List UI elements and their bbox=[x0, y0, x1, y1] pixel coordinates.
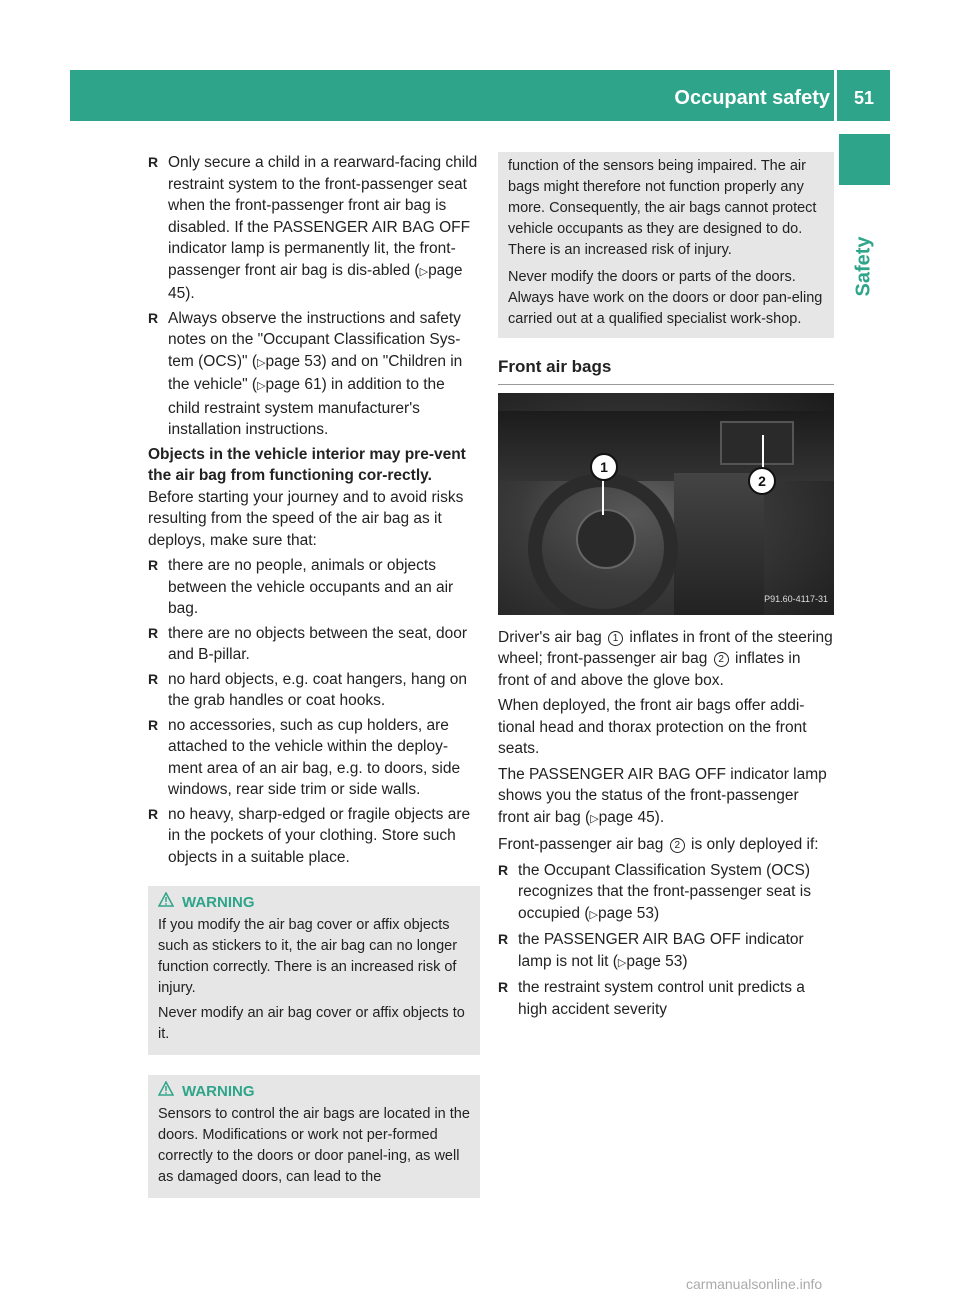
callout-1: 1 bbox=[590, 453, 618, 481]
callout-ref-2: 2 bbox=[670, 838, 685, 853]
body-paragraph: When deployed, the front air bags offer addi-tional head and thorax protection on the front seats. bbox=[498, 697, 807, 757]
page-link[interactable]: page 53) bbox=[626, 952, 688, 970]
body-paragraph: The PASSENGER AIR BAG OFF indicator lamp shows you the status of the front-passenger front air bag (▷page 45). bbox=[498, 765, 827, 826]
warning-text: Never modify an air bag cover or affix objects to it. bbox=[158, 1005, 465, 1042]
list-item: R there are no people, animals or objects between the vehicle occupants and an air bag. bbox=[148, 557, 454, 617]
page-link[interactable]: page 61) in addition to the child restraint system manufacturer's installation instructions. bbox=[168, 376, 445, 438]
warning-text: Never modify the doors or parts of the doors. Always have work on the doors or door pan-eling carried out at a qualified specialist work-shop. bbox=[508, 269, 823, 327]
bullet-icon: R bbox=[148, 805, 159, 822]
warning-triangle-icon bbox=[158, 1081, 174, 1102]
header-divider bbox=[834, 70, 837, 121]
dashboard-photo bbox=[498, 393, 834, 615]
warning-text: Sensors to control the air bags are located in the doors. Modifications or work not per-formed correctly to the doors or door panel-ing, as well as damaged doors, can lead to the bbox=[158, 1106, 470, 1185]
bullet-icon: R bbox=[148, 624, 159, 641]
list-item: R there are no objects between the seat, door and B-pillar. bbox=[148, 624, 468, 663]
list-item: R the PASSENGER AIR BAG OFF indicator lamp is not lit (▷page 53) bbox=[498, 931, 804, 970]
center-console-shape bbox=[674, 473, 764, 615]
section-heading: Front air bags bbox=[498, 357, 612, 376]
list-item: R the restraint system control unit predicts a high accident severity bbox=[498, 979, 805, 1018]
page-link[interactable]: page 53) bbox=[597, 904, 660, 922]
warning-heading: WARNING bbox=[158, 1081, 472, 1102]
bullet-icon: R bbox=[148, 557, 159, 573]
heading-rule bbox=[498, 384, 834, 385]
list-item: R no accessories, such as cup holders, are attached to the vehicle within the deploy-ment area of an air bag, e.g. to doors, side windows, rear side trim or side walls. bbox=[148, 716, 461, 798]
page-number: 51 bbox=[853, 88, 875, 108]
warning-box bbox=[148, 1075, 480, 1198]
airbag-hub-shape bbox=[576, 509, 636, 569]
body-paragraph: Driver's air bag 1 inflates in front of the steering wheel; front-passenger air bag 2 inflates in front of and above the glove box. bbox=[498, 628, 833, 689]
bullet-icon: R bbox=[148, 716, 159, 733]
warning-triangle-icon bbox=[158, 892, 174, 913]
left-column bbox=[148, 152, 480, 1198]
bullet-icon: R bbox=[148, 670, 159, 687]
section-tab-block bbox=[839, 134, 890, 185]
bullet-icon: R bbox=[498, 861, 509, 878]
warning-continuation-box bbox=[498, 152, 834, 338]
bullet-icon: R bbox=[498, 979, 509, 995]
page-link[interactable]: page 45). bbox=[168, 261, 463, 302]
objects-paragraph: Objects in the vehicle interior may pre-vent the air bag from functioning cor-rectly. Before starting your journey and to avoid risks resulting from the speed of the air bag as it deploys, make sure that: bbox=[148, 445, 466, 549]
page-ref-arrow-icon: ▷ bbox=[419, 265, 429, 278]
display-screen-shape bbox=[720, 421, 794, 465]
warning-box bbox=[148, 886, 480, 1055]
list-item: R Only secure a child in a rearward-facing child restraint system to the front-passenger seat when the front-passenger front air bag is disabled. If the PASSENGER AIR BAG OFF indicator lamp is permanently lit, the front-passenger front air bag is dis-abled (▷page 45). bbox=[148, 154, 478, 302]
bullet-icon: R bbox=[148, 309, 159, 326]
page-ref-arrow-icon: ▷ bbox=[617, 956, 627, 969]
page-ref-arrow-icon: ▷ bbox=[257, 380, 266, 392]
list-item: R no hard objects, e.g. coat hangers, hang on the grab handles or coat hooks. bbox=[148, 670, 468, 709]
page-ref-arrow-icon: ▷ bbox=[590, 812, 599, 825]
watermark: carmanualsonline.info bbox=[686, 1276, 823, 1292]
bullet-icon: R bbox=[498, 931, 509, 947]
warning-text: If you modify the air bag cover or affix objects such as stickers to it, the air bag can no longer function correctly. There is an increased risk of injury. bbox=[158, 917, 458, 996]
callout-leader bbox=[602, 477, 604, 515]
callout-ref-1: 1 bbox=[608, 631, 623, 646]
page-title: Occupant safety bbox=[674, 87, 830, 109]
right-column bbox=[498, 152, 834, 1023]
page-link[interactable]: page 53) and on "Children in the vehicle" ( bbox=[168, 352, 463, 393]
list-item: R no heavy, sharp-edged or fragile objects are in the pockets of your clothing. Store such objects in a suitable place. bbox=[148, 805, 471, 866]
warning-heading: WARNING bbox=[158, 892, 472, 913]
warning-text: function of the sensors being impaired. The air bags might therefore not function properly any more. Consequently, the air bags cannot protect vehicle occupants as they are designed to do. There is an increased risk of injury. bbox=[508, 158, 817, 258]
image-code: P91.60-4117-31 bbox=[764, 594, 828, 604]
body-paragraph: Front-passenger air bag 2 is only deployed if: bbox=[498, 836, 819, 853]
page-ref-arrow-icon: ▷ bbox=[257, 356, 266, 369]
callout-ref-2: 2 bbox=[714, 652, 729, 667]
list-item: R the Occupant Classification System (OCS) recognizes that the front-passenger seat is occupied (▷page 53) bbox=[498, 861, 811, 922]
list-item: R Always observe the instructions and safety notes on the "Occupant Classification Sys-tem (OCS)" (▷page 53) and on "Children in the vehicle" (▷page 61) in addition to the child restraint system manufacturer's installation instructions. bbox=[148, 309, 463, 438]
bullet-icon: R bbox=[148, 154, 159, 170]
section-tab-label: Safety bbox=[852, 235, 875, 297]
page-ref-arrow-icon: ▷ bbox=[589, 908, 598, 921]
page-link[interactable]: page 45). bbox=[598, 808, 665, 826]
callout-2: 2 bbox=[748, 467, 776, 495]
